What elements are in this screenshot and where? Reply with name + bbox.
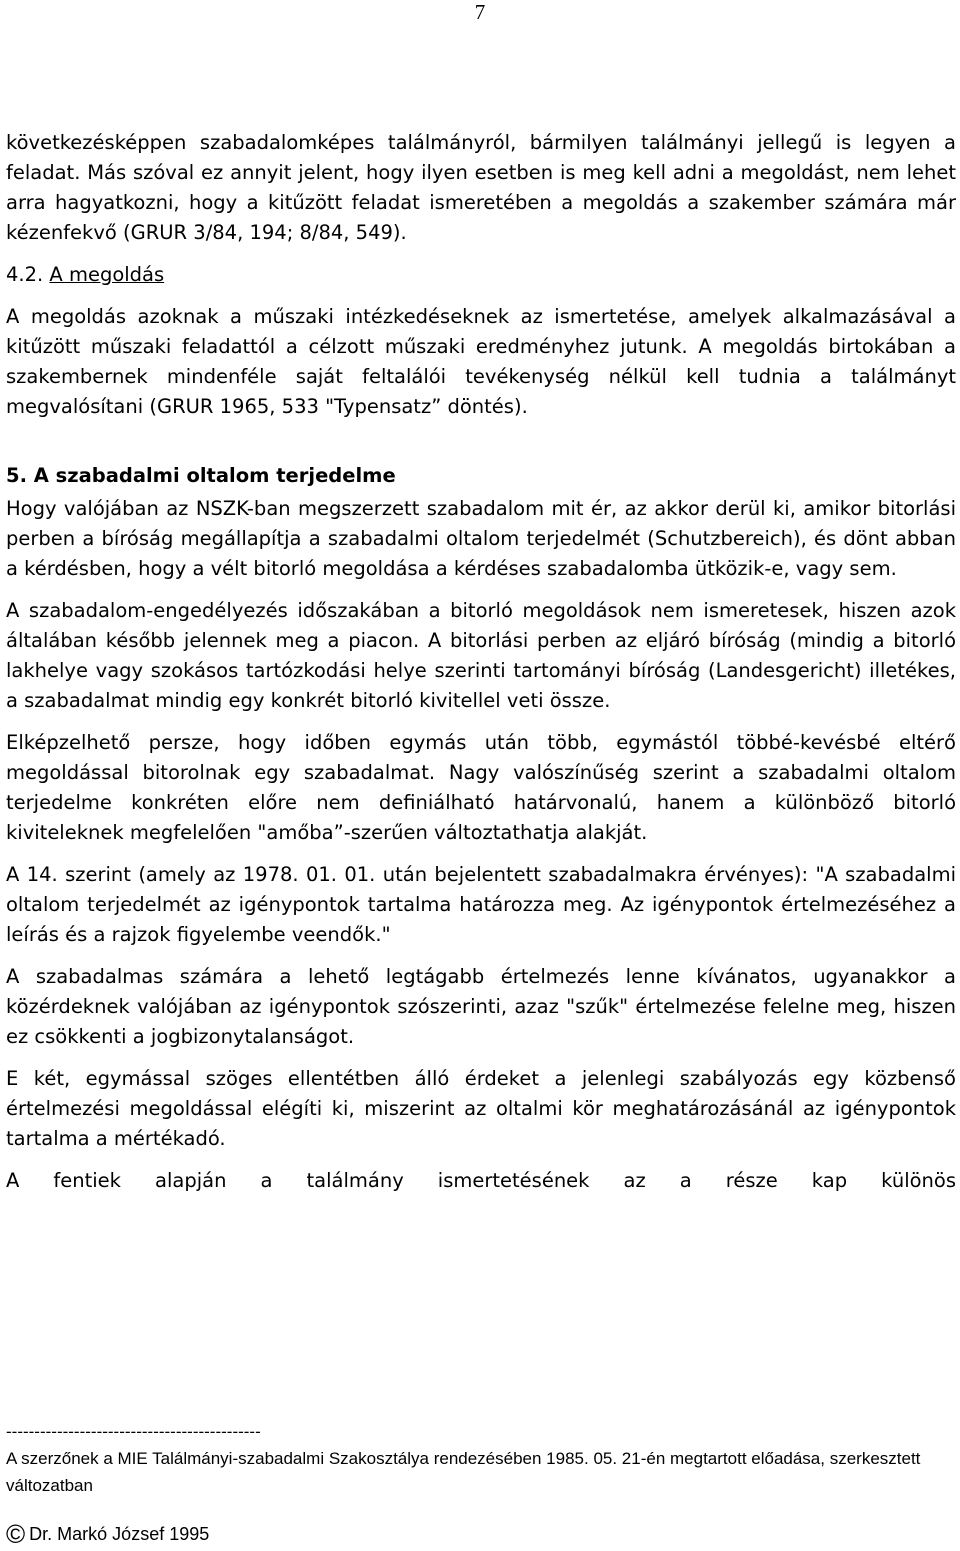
page-number: 7 bbox=[474, 0, 486, 24]
section-5-paragraph: A fentiek alapján a találmány ismertetésének az a része kap különös bbox=[6, 1169, 956, 1192]
copyright-text: Dr. Markó József 1995 bbox=[29, 1524, 210, 1544]
footnote bbox=[6, 1418, 956, 1499]
footnote-rule: --------------------------------------------- bbox=[6, 1422, 261, 1441]
section-5-paragraph: Elképzelhető persze, hogy időben egymás után több, egymástól többé-kevésbé eltérő megoldással bitorolnak egy szabadalmat. Nagy valószínűség szerint a szabadalmi oltalom terjedelme konkréten előre nem definiálható határvonalú, hanem a különböző bitorló kiviteleknek megfelelően "amőba”-szerűen változtathatja alakját. bbox=[6, 731, 956, 844]
intro-paragraph: következésképpen szabadalomképes találmányról, bármilyen találmányi jellegű is legyen a feladat. Más szóval ez annyit jelent, hogy ilyen esetben is meg kell adni a megoldást, nem lehet arra hagyatkozni, hogy a kitűzött feladat ismeretében a megoldás a szakember számára már kézenfekvő (GRUR 3/84, 194; 8/84, 549). bbox=[6, 131, 956, 244]
section-5-paragraph: A szabadalmas számára a lehető legtágabb értelmezés lenne kívánatos, ugyanakkor a közérdeknek valójában az igénypontok szószerinti, azaz "szűk" értelmezése felelne meg, hiszen ez csökkenti a jogbizonytalanságot. bbox=[6, 965, 956, 1048]
copyright-icon: © bbox=[6, 1519, 26, 1549]
footnote-text: A szerzőnek a MIE Találmányi-szabadalmi Szakosztálya rendezésében 1985. 05. 21-én megtartott előadása, szerkesztett változatban bbox=[6, 1449, 921, 1495]
section-4-2-heading bbox=[6, 260, 956, 290]
section-5-paragraph: Hogy valójában az NSZK-ban megszerzett szabadalom mit ér, az akkor derül ki, amikor bitorlási perben a bíróság megállapítja a szabadalmi oltalom terjedelmét (Schutzbereich), és dönt abban a kérdésben, hogy a vélt bitorló megoldása a kérdéses szabadalomba ütközik-e, vagy sem. bbox=[6, 497, 956, 580]
section-5-paragraph: E két, egymással szöges ellentétben álló érdeket a jelenlegi szabályozás egy közbenső értelmezési megoldással elégíti ki, miszerint az oltalmi kör meghatározásánál az igénypontok tartalma a mértékadó. bbox=[6, 1067, 956, 1150]
copyright-line bbox=[6, 1519, 210, 1549]
document-body bbox=[6, 128, 956, 1196]
section-5-paragraph: A 14. szerint (amely az 1978. 01. 01. után bejelentett szabadalmakra érvényes): "A szabadalmi oltalom terjedelmét az igénypontok tartalma határozza meg. Az igénypontok értelmezéséhez a leírás és a rajzok figyelembe veendők." bbox=[6, 863, 956, 946]
section-5-heading: 5. A szabadalmi oltalom terjedelme bbox=[6, 464, 396, 487]
section-5-paragraph: A szabadalom-engedélyezés időszakában a bitorló megoldások nem ismeretesek, hiszen azok általában később jelennek meg a piacon. A bitorlási perben az eljáró bíróság (mindig a bitorló lakhelye vagy szokásos tartózkodási helye szerinti tartományi bíróság (Landesgericht) illetékes, a szabadalmat mindig egy konkrét bitorló kivitellel veti össze. bbox=[6, 599, 956, 712]
section-4-2-body: A megoldás azoknak a műszaki intézkedéseknek az ismertetése, amelyek alkalmazásával a kitűzött műszaki feladattól a célzott műszaki eredményhez jutunk. A megoldás birtokában a szakembernek mindenféle saját feltalálói tevékenység nélkül kell tudnia a találmányt megvalósítani (GRUR 1965, 533 "Typensatz” döntés). bbox=[6, 305, 956, 418]
section-4-2-title: A megoldás bbox=[49, 263, 165, 286]
section-4-2-number: 4.2. bbox=[6, 263, 50, 286]
